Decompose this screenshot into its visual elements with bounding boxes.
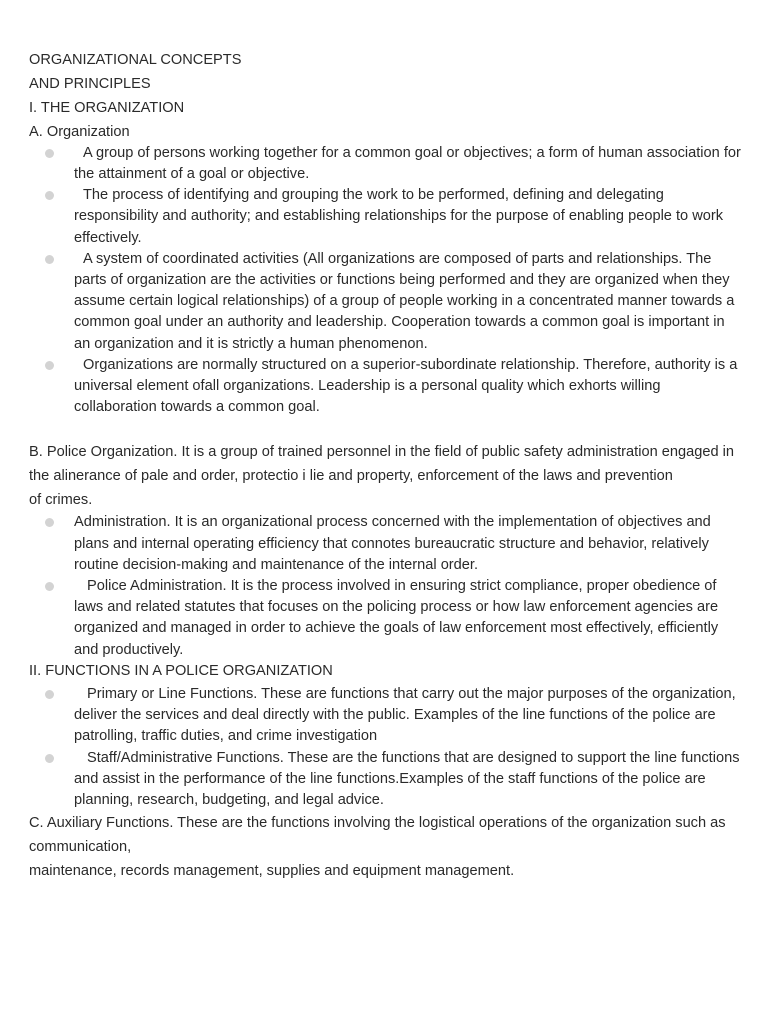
list-item xyxy=(29,748,744,812)
list-item-text: A system of coordinated activities (All organizations are composed of parts and relationships. The parts of organization are the activities or functions being performed and they are organized when they assume certain logical relationships) of a group of people working in a concentrated manner towards a common goal under an authority and leadership. Cooperation towards a common goal is important in an organization and it is strictly a human phenomenon. xyxy=(74,250,735,352)
list-item-text: Organizations are normally structured on a superior-subordinate relationship. Therefore, authority is a universal element ofall organizations. Leadership is a personal quality which exhorts willing collaboration towards a common goal. xyxy=(74,356,738,416)
list-item-text: Staff/Administrative Functions. These are the functions that are designed to support the line functions and assist in the performance of the line functions.Examples of the staff functions of the police are planning, research, budgeting, and legal advice. xyxy=(74,749,740,809)
bullet-icon xyxy=(45,255,54,264)
list-item xyxy=(29,185,744,249)
list-item-text: Administration. It is an organizational process concerned with the implementation of objectives and plans and internal operating efficiency that connotes bureaucratic structure and behavior, relatively routine decision-making and maintenance of the internal order. xyxy=(74,514,711,573)
bullet-icon xyxy=(45,754,54,763)
bullet-icon xyxy=(45,518,54,527)
list-item xyxy=(29,143,744,185)
subsection-a-heading: A. Organization xyxy=(29,123,130,140)
list-item xyxy=(29,684,744,748)
bullet-icon xyxy=(45,149,54,158)
list-item xyxy=(29,249,744,355)
list-item-text: Police Administration. It is the process involved in ensuring strict compliance, proper obedience of laws and related statutes that focuses on the policing process or how law enforcement agencies are organized and managed in order to achieve the goals of law enforcement most effectively, efficiently and productively. xyxy=(74,578,719,658)
bullet-icon xyxy=(45,690,54,699)
police-organization-paragraph: B. Police Organization. It is a group of trained personnel in the field of public safety administration engaged in the alinerance of pale and order, protectio i lie and property, enforcement of the laws and prevention xyxy=(29,444,734,485)
list-item-text: Primary or Line Functions. These are functions that carry out the major purposes of the organization, deliver the services and deal directly with the public. Examples of the line functions of the police are patrolling, traffic duties, and crime investigation xyxy=(74,686,736,745)
document-title-line-1: ORGANIZATIONAL CONCEPTS xyxy=(29,52,242,68)
list-item xyxy=(29,512,744,576)
bullet-icon xyxy=(45,582,54,591)
organization-bullet-list xyxy=(29,143,744,419)
list-item xyxy=(29,576,744,661)
list-item-text: The process of identifying and grouping the work to be performed, defining and delegating responsibility and authority; and establishing relationships for the purpose of enabling people to work effectively. xyxy=(74,187,724,246)
bullet-icon xyxy=(45,191,54,200)
functions-bullet-list xyxy=(29,684,744,811)
document-title-line-2: AND PRINCIPLES xyxy=(29,76,151,93)
list-item xyxy=(29,355,744,419)
police-organization-paragraph-end: of crimes. xyxy=(29,492,93,509)
auxiliary-functions-paragraph: C. Auxiliary Functions. These are the functions involving the logistical operations of the organization such as communication, xyxy=(29,815,726,856)
section-2-heading: II. FUNCTIONS IN A POLICE ORGANIZATION xyxy=(29,662,333,679)
bullet-icon xyxy=(45,361,54,370)
list-item-text: A group of persons working together for a common goal or objectives; a form of human association for the attainment of a goal or objective. xyxy=(74,144,741,183)
auxiliary-functions-paragraph-end: maintenance, records management, supplies and equipment management. xyxy=(29,863,515,880)
section-1-heading: I. THE ORGANIZATION xyxy=(29,100,185,117)
police-bullet-list xyxy=(29,512,744,660)
